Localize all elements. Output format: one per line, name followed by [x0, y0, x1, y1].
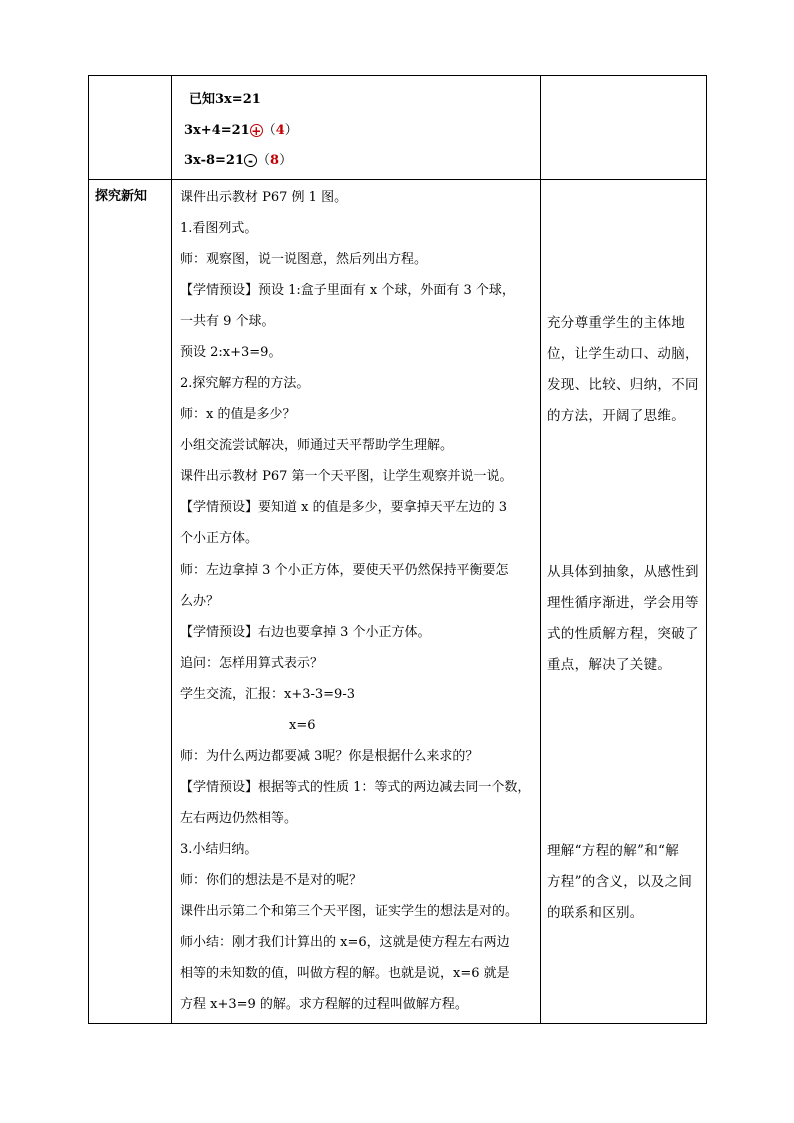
lesson-line: 师：为什么两边都要减 3呢？你是根据什么来求的？ [180, 749, 479, 764]
lesson-line: 师：你们的想法是不是对的呢？ [180, 873, 363, 888]
lesson-line: 师：左边拿掉 3 个小正方体，要使天平仍然保持平衡要怎 [180, 563, 509, 578]
lesson-line: 【学情预设】根据等式的性质 1：等式的两边减去同一个数， [180, 780, 531, 795]
lesson-line: 3.小结归纳。 [180, 842, 258, 857]
note-line: 充分尊重学生的主体地 [547, 315, 685, 331]
column-divider-2 [540, 76, 541, 1023]
column-divider-1 [171, 76, 172, 1023]
minus-circle-icon: - [244, 154, 257, 167]
lesson-line: 【学情预设】要知道 x 的值是多少，要拿掉天平左边的 3 [180, 500, 507, 515]
lesson-line: 个小正方体。 [180, 531, 259, 546]
lesson-line: 方程 x+3=9 的解。求方程解的过程叫做解方程。 [180, 997, 468, 1012]
note-line: 位，让学生动口、动脑， [547, 346, 699, 362]
equation-2-left: 3x-8=21 [184, 153, 244, 168]
note-line: 发现、比较、归纳，不同 [547, 377, 699, 393]
lesson-line: 么办？ [180, 594, 220, 609]
lesson-line: 师：观察图，说一说图意，然后列出方程。 [180, 252, 428, 267]
section-label: 探究新知 [95, 189, 148, 204]
plus-circle-icon: + [251, 124, 262, 138]
lesson-line: 师小结：刚才我们计算出的 x=6，这就是使方程左右两边 [180, 935, 510, 950]
equation-2: 3x-8=21 - （8） [184, 153, 293, 168]
note-line: 从具体到抽象，从感性到 [547, 564, 699, 580]
lesson-line: 左右两边仍然相等。 [180, 811, 298, 826]
equation-1-left: 3x+4=21 [184, 123, 250, 138]
lesson-line: 师：x 的值是多少？ [180, 407, 296, 422]
lesson-line: 小组交流尝试解决，师通过天平帮助学生理解。 [180, 438, 454, 453]
note-line: 的联系和区别。 [547, 905, 644, 921]
equation-2-answer: 8 [270, 153, 280, 168]
note-line: 式的性质解方程，突破了 [547, 626, 699, 642]
lesson-line: x=6 [289, 718, 316, 733]
lesson-table [88, 75, 707, 1024]
equation-1-answer: 4 [275, 123, 285, 138]
lesson-line: 课件出示第二个和第三个天平图，证实学生的想法是对的。 [180, 904, 519, 919]
lesson-line: 【学情预设】右边也要拿掉 3 个小正方体。 [180, 625, 431, 640]
lesson-line: 学生交流，汇报：x+3-3=9-3 [180, 687, 355, 702]
note-line: 的方法，开阔了思维。 [547, 408, 685, 424]
note-line: 重点，解决了关键。 [547, 657, 672, 673]
note-line: 方程”的含义，以及之间 [547, 874, 693, 890]
lesson-line: 课件出示教材 P67 例 1 图。 [180, 190, 348, 205]
lesson-line: 追问：怎样用算式表示？ [180, 656, 324, 671]
note-line: 理解“方程的解”和“解 [547, 843, 680, 859]
row-divider [89, 179, 706, 180]
note-line: 理性循序渐进，学会用等 [547, 595, 699, 611]
lesson-line: 2.探究解方程的方法。 [180, 376, 310, 391]
equation-1: 3x+4=21+（4） [184, 123, 298, 138]
lesson-line: 课件出示教材 P67 第一个天平图，让学生观察并说一说。 [180, 469, 513, 484]
lesson-line: 一共有 9 个球。 [180, 314, 275, 329]
lesson-line: 相等的未知数的值，叫做方程的解。也就是说，x=6 就是 [180, 966, 510, 981]
lesson-line: 预设 2:x+3=9。 [180, 345, 282, 360]
lesson-line: 1.看图列式。 [180, 221, 258, 236]
known-equation: 已知3x=21 [189, 92, 261, 107]
lesson-line: 【学情预设】预设 1:盒子里面有 x 个球，外面有 3 个球， [180, 283, 515, 298]
